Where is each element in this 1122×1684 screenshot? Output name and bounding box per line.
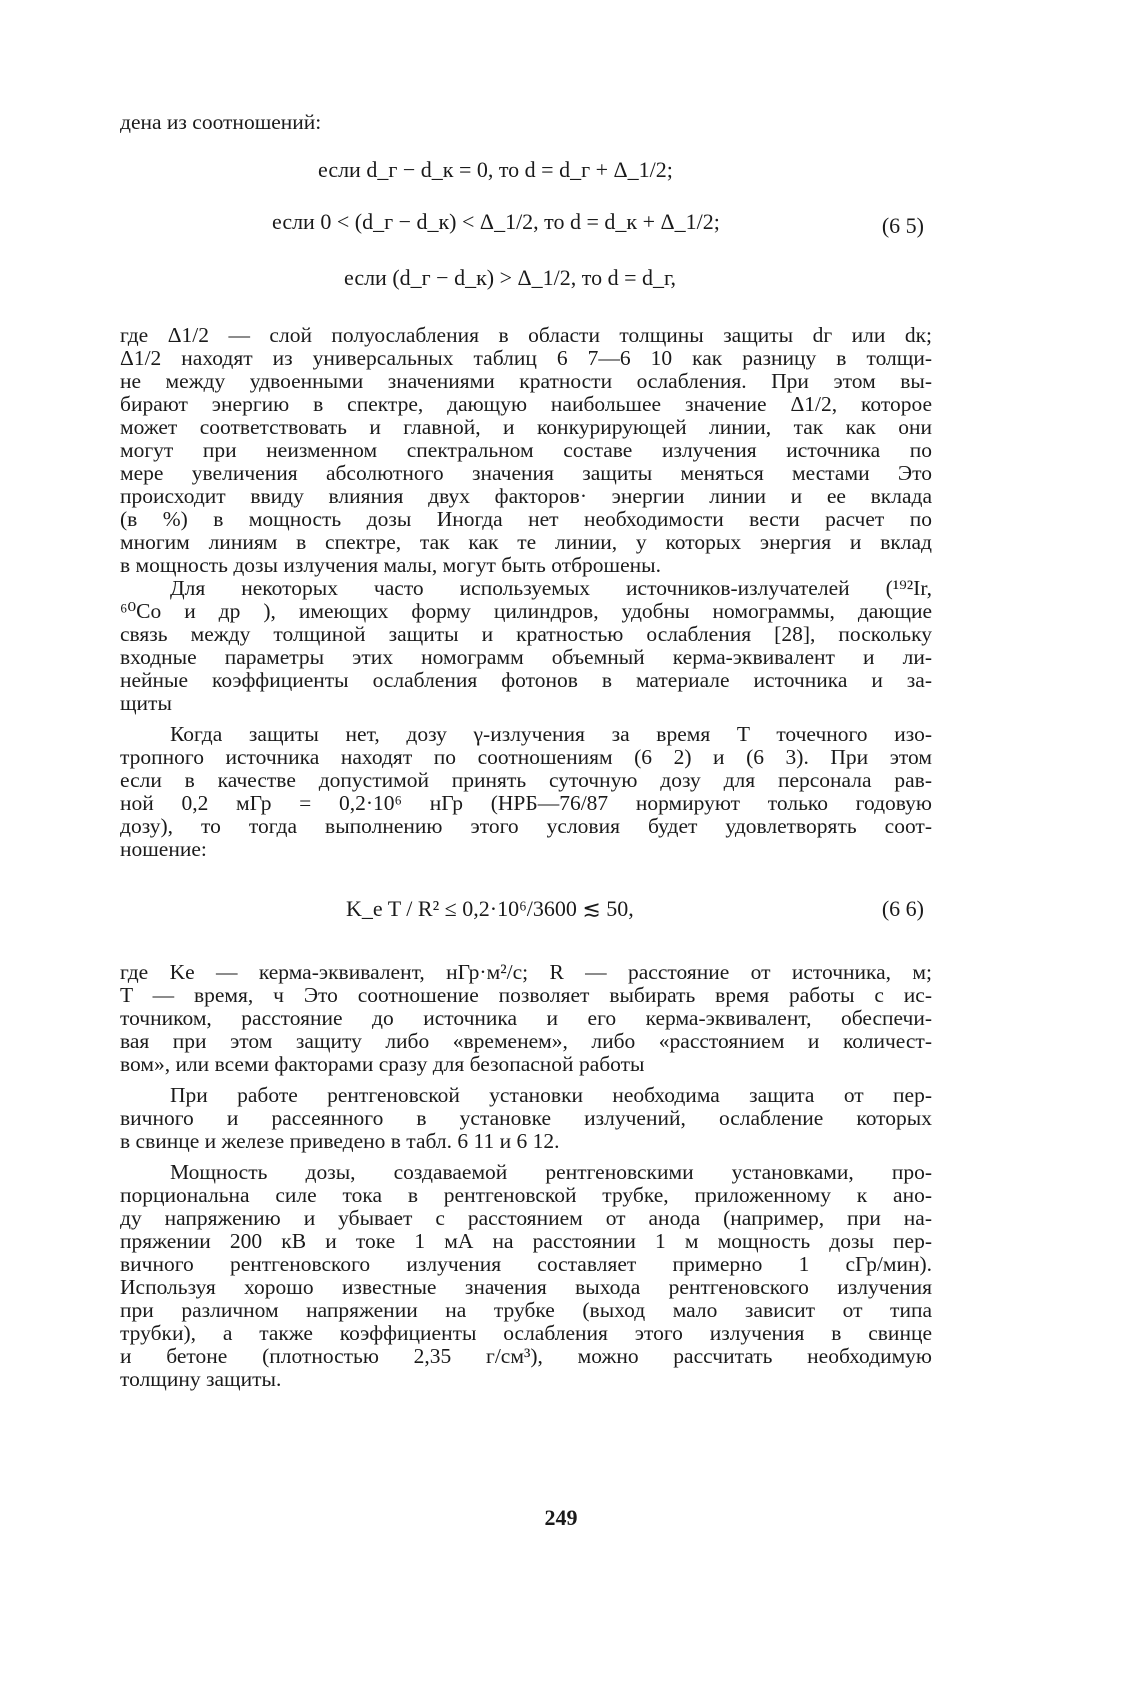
text-line: T — время, ч Это соотношение позволяет выбирать время работы с ис- — [120, 983, 932, 1007]
text-line: если в качестве допустимой принять суточную дозу для персонала рав- — [120, 768, 932, 792]
text-line: щиты — [120, 691, 172, 715]
formula-66-number: (6 6) — [881, 896, 924, 921]
text-line: не между удвоенными значениями кратности ослабления. При этом вы- — [120, 369, 932, 393]
text-line: происходит ввиду влияния двух факторов· энергии линии и ее вклада — [120, 484, 932, 508]
text-line: может соответствовать и главной, и конкурирующей линии, так как они — [120, 415, 932, 439]
text-line: многим линиям в спектре, так как те линии, у которых энергия и вклад — [120, 530, 932, 554]
text-line: где Δ1/2 — слой полуослабления в области толщины защиты dг или dк; — [120, 323, 932, 347]
text-line: порциональна силе тока в рентгеновской трубке, приложенному к ано- — [120, 1183, 932, 1207]
page-number: 249 — [544, 1505, 578, 1530]
text-line: ⁶⁰Co и др ), имеющих форму цилиндров, удобны номограммы, дающие — [120, 599, 932, 623]
text-line: При работе рентгеновской установки необходима защита от пер- — [170, 1083, 932, 1107]
text-line: Когда защиты нет, дозу γ-излучения за время T точечного изо- — [170, 722, 932, 746]
text-line: ной 0,2 мГр = 0,2·10⁶ нГр (НРБ—76/87 нормируют только годовую — [120, 791, 932, 815]
text-line: вая при этом защиту либо «временем», либо «расстоянием и количест- — [120, 1029, 932, 1053]
text-line: входные параметры этих номограмм объемный керма-эквивалент и ли- — [120, 645, 932, 669]
text-line: дозу), то тогда выполнению этого условия будет удовлетворять соот- — [120, 814, 932, 838]
text-line: ду напряжению и убывает с расстоянием от анода (например, при на- — [120, 1206, 932, 1230]
text-line: (в %) в мощность дозы Иногда нет необходимости вести расчет по — [120, 507, 932, 531]
formula-65-number: (6 5) — [881, 213, 924, 238]
text-line: Для некоторых часто используемых источников-излучателей (¹⁹²Ir, — [170, 576, 932, 600]
formula-65-line-2: если 0 < (d_г − d_к) < Δ_1/2, то d = d_к + Δ_1/2; — [272, 209, 720, 234]
text-line: вичного рентгеновского излучения составляет примерно 1 сГр/мин). — [120, 1252, 932, 1276]
text-line: и бетоне (плотностью 2,35 г/см³), можно рассчитать необходимую — [120, 1344, 932, 1368]
text-line: могут при неизменном спектральном составе излучения источника по — [120, 438, 932, 462]
text-line: ношение: — [120, 837, 207, 861]
text-line: толщину защиты. — [120, 1367, 282, 1391]
formula-65-line-1: если d_г − d_к = 0, то d = d_г + Δ_1/2; — [318, 157, 673, 182]
text-line: связь между толщиной защиты и кратностью ослабления [28], поскольку — [120, 622, 932, 646]
text-line: точником, расстояние до источника и его керма-эквивалент, обеспечи- — [120, 1006, 932, 1030]
text-line: где Kе — керма-эквивалент, нГр·м²/с; R — расстояние от источника, м; — [120, 960, 932, 984]
intro-line: дена из соотношений: — [120, 110, 322, 134]
text-line: Мощность дозы, создаваемой рентгеновскими установками, про- — [170, 1160, 932, 1184]
text-line: Используя хорошо известные значения выхода рентгеновского излучения — [120, 1275, 932, 1299]
text-line: пряжении 200 кВ и токе 1 мА на расстоянии 1 м мощность дозы пер- — [120, 1229, 932, 1253]
text-line: трубки), а также коэффициенты ослабления этого излучения в свинце — [120, 1321, 932, 1345]
text-line: в мощность дозы излучения малы, могут быть отброшены. — [120, 553, 661, 577]
text-line: мере увеличения абсолютного значения защиты меняться местами Это — [120, 461, 932, 485]
text-line: вом», или всеми факторами сразу для безопасной работы — [120, 1052, 645, 1076]
text-line: бирают энергию в спектре, дающую наибольшее значение Δ1/2, которое — [120, 392, 932, 416]
text-line: тропного источника находят по соотношениям (6 2) и (6 3). При этом — [120, 745, 932, 769]
formula-65-line-3: если (d_г − d_к) > Δ_1/2, то d = d_г, — [344, 265, 677, 290]
text-line: в свинце и железе приведено в табл. 6 11 и 6 12. — [120, 1129, 560, 1153]
text-line: нейные коэффициенты ослабления фотонов в материале источника и за- — [120, 668, 932, 692]
text-line: вичного и рассеянного в установке излучений, ослабление которых — [120, 1106, 932, 1130]
text-line: Δ1/2 находят из универсальных таблиц 6 7—6 10 как разницу в толщи- — [120, 346, 932, 370]
text-line: при различном напряжении на трубке (выход мало зависит от типа — [120, 1298, 932, 1322]
formula-66: K_e T / R² ≤ 0,2·10⁶/3600 ≲ 50, — [346, 896, 634, 921]
